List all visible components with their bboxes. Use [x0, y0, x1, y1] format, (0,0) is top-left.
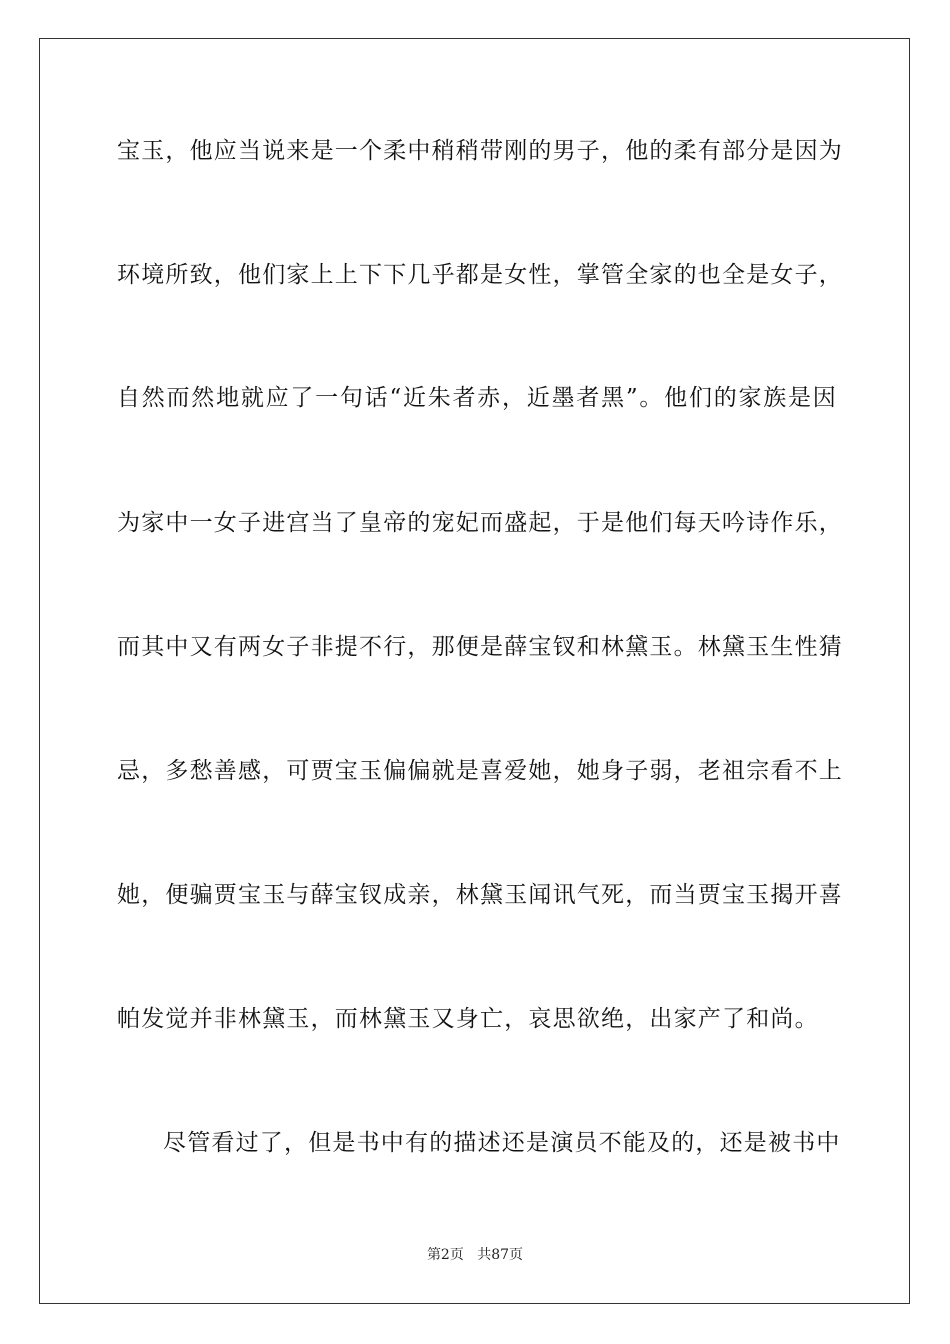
text-line: 为家中一女子进宫当了皇帝的宠妃而盛起，于是他们每天吟诗作乐，: [117, 510, 843, 536]
text-line: 忌，多愁善感，可贾宝玉偏偏就是喜爱她，她身子弱，老祖宗看不上: [117, 758, 843, 784]
text-line: 帕发觉并非林黛玉，而林黛玉又身亡，哀思欲绝，出家产了和尚。: [117, 1006, 819, 1032]
page-border: [39, 38, 910, 1304]
text-line: 环境所致，他们家上上下下几乎都是女性，掌管全家的也全是女子，: [117, 262, 843, 288]
text-line: 她，便骗贾宝玉与薛宝钗成亲，林黛玉闻讯气死，而当贾宝玉揭开喜: [117, 882, 843, 908]
page-number-current: 第2页: [426, 1247, 464, 1263]
text-line: 而其中又有两女子非提不行，那便是薛宝钗和林黛玉。林黛玉生性猜: [117, 634, 843, 660]
page-number-total: 共87页: [477, 1247, 524, 1263]
text-line: 宝玉，他应当说来是一个柔中稍稍带刚的男子，他的柔有部分是因为: [117, 138, 843, 164]
text-line: 自然而然地就应了一句话“近朱者赤，近墨者黑”。他们的家族是因: [117, 385, 837, 411]
paragraph-start-line: 尽管看过了，但是书中有的描述还是演员不能及的，还是被书中: [163, 1130, 841, 1156]
page-footer: [0, 1245, 950, 1265]
